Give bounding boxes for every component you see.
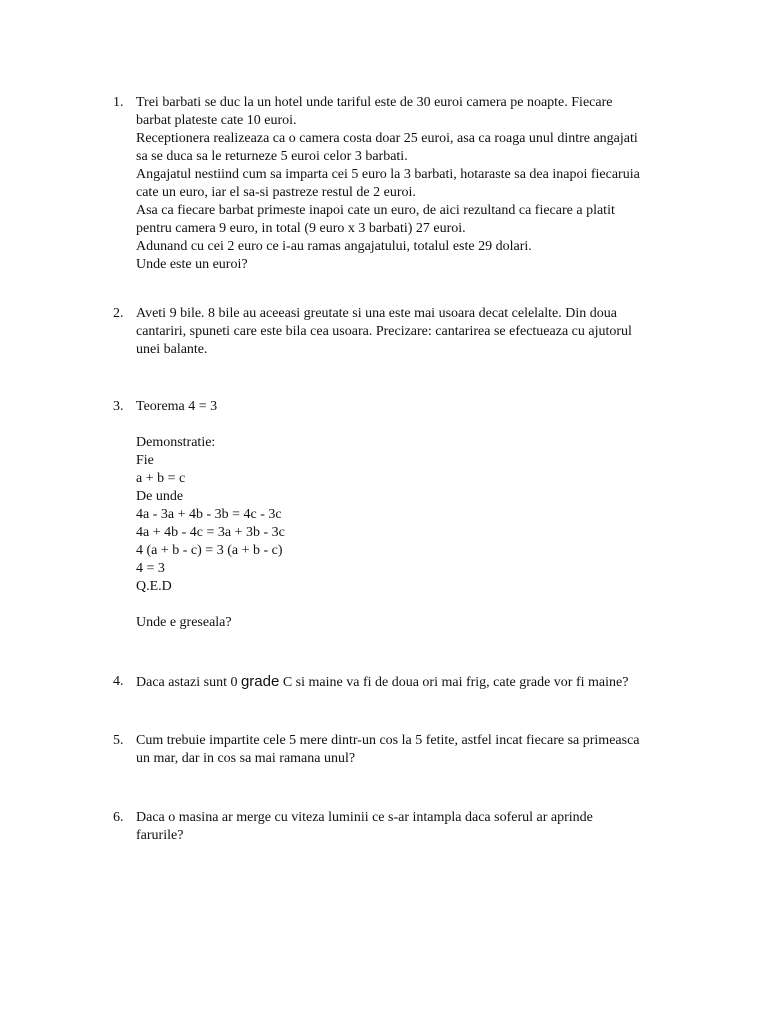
- problem-text: [136, 94, 688, 274]
- text-line: cantariri, spuneti care este bila cea usoara. Precizare: cantarirea se efectueaza cu ajutorul: [136, 324, 632, 339]
- text-line: Receptionera realizeaza ca o camera costa doar 25 euroi, asa ca roaga unul dintre angajati: [136, 131, 638, 146]
- text-line: farurile?: [136, 828, 184, 843]
- theorem-title: Teorema 4 = 3: [136, 399, 218, 414]
- text-segment-grade: grade: [240, 673, 280, 690]
- text-line: barbat plateste cate 10 euroi.: [136, 113, 297, 128]
- text-line: cate un euro, iar el sa-si pastreze restul de 2 euroi.: [136, 185, 416, 200]
- text-line: Unde e greseala?: [136, 615, 232, 630]
- text-line: Angajatul nestiind cum sa imparta cei 5 euro la 3 barbati, hotaraste sa dea inapoi fiecaruia: [136, 167, 640, 182]
- blank-line: [136, 416, 688, 434]
- equation-line: 4 = 3: [136, 561, 165, 576]
- problem-text: [136, 398, 688, 632]
- text-line: un mar, dar in cos sa mai ramana unul?: [136, 751, 356, 766]
- problem-number: 1.: [113, 95, 124, 110]
- problem-number: 6.: [113, 810, 124, 825]
- problem-number: 2.: [113, 306, 124, 321]
- text-line: Demonstratie:: [136, 435, 216, 450]
- equation-line: a + b = c: [136, 471, 186, 486]
- problem-text: [136, 673, 688, 691]
- text-line: Fie: [136, 453, 154, 468]
- problem-number: 4.: [113, 674, 124, 689]
- text-line: Cum trebuie impartite cele 5 mere dintr-un cos la 5 fetite, astfel incat fiecare sa primeasca: [136, 733, 640, 748]
- blank-line: [136, 596, 688, 614]
- text-line: unei balante.: [136, 342, 208, 357]
- problem-text: [136, 809, 688, 845]
- text-line: Adunand cu cei 2 euro ce i-au ramas angajatului, totalul este 29 dolari.: [136, 239, 532, 254]
- equation-line: 4a - 3a + 4b - 3b = 4c - 3c: [136, 507, 282, 522]
- equation-line: 4 (a + b - c) = 3 (a + b - c): [136, 543, 283, 558]
- text-line: Daca o masina ar merge cu viteza luminii ce s-ar intampla daca soferul ar aprinde: [136, 810, 593, 825]
- text-line: Trei barbati se duc la un hotel unde tariful este de 30 euroi camera pe noapte. Fiecare: [136, 95, 613, 110]
- text-line: Asa ca fiecare barbat primeste inapoi cate un euro, de aici rezultand ca fiecare a platit: [136, 203, 615, 218]
- text-line: sa se duca sa le returneze 5 euroi celor 3 barbati.: [136, 149, 408, 164]
- equation-line: 4a + 4b - 4c = 3a + 3b - 3c: [136, 525, 285, 540]
- problem-text: [136, 732, 688, 768]
- text-line: pentru camera 9 euro, in total (9 euro x 3 barbati) 27 euroi.: [136, 221, 466, 236]
- problem-text: [136, 305, 688, 359]
- problem-number: 5.: [113, 733, 124, 748]
- text-line: Q.E.D: [136, 579, 172, 594]
- problem-number: 3.: [113, 399, 124, 414]
- text-segment: Daca astazi sunt 0: [136, 675, 241, 690]
- text-line: Aveti 9 bile. 8 bile au aceeasi greutate si una este mai usoara decat celelalte. Din doua: [136, 306, 617, 321]
- text-line: Unde este un euroi?: [136, 257, 248, 272]
- text-line: De unde: [136, 489, 184, 504]
- text-line: [136, 673, 688, 691]
- text-segment: C si maine va fi de doua ori mai frig, cate grade vor fi maine?: [279, 675, 629, 690]
